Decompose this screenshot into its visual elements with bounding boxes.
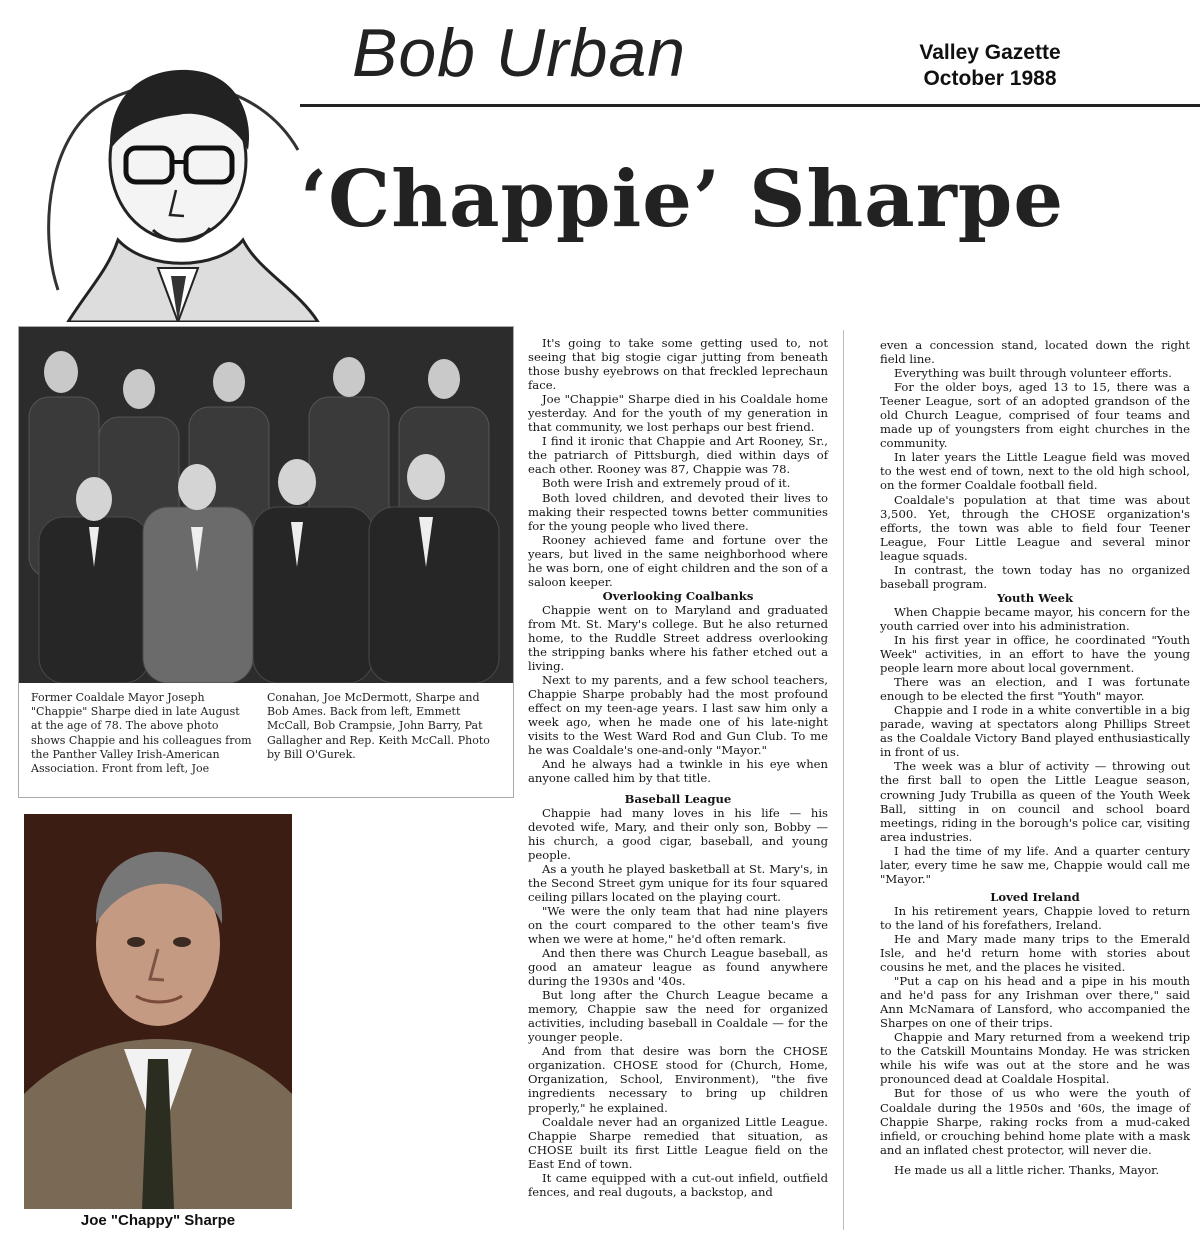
paragraph: As a youth he played basketball at St. Mary's, in the Second Street gym unique for its four squared ceiling pillars located on the playing court. [528,861,828,904]
paragraph: "Put a cap on his head and a pipe in his mouth and he'd pass for any Irishman over there," said Ann McNamara of Lansford, who accompanied the Sharpes on one of their trips. [880,974,1190,1031]
group-caption-left: Former Coaldale Mayor Joseph "Chappie" Sharpe died in late August at the age of 78. The above photo shows Chappie and his colleagues from the Panther Valley Irish-American Association. Front from left, Joe [31,691,252,776]
columnist-name: Bob Urban [352,15,687,91]
paragraph: He and Mary made many trips to the Emerald Isle, and he'd return home with stories about cousins he met, and the places he visited. [880,931,1190,975]
columnist-caricature [28,40,328,322]
paragraph: When Chappie became mayor, his concern for the youth carried over into his administration. [880,604,1190,633]
paragraph: Both loved children, and devoted their lives to making their respected towns better communities for the young people who lived there. [528,490,828,533]
paragraph: Chappie and Mary returned from a weekend trip to the Catskill Mountains Monday. He was stricken while his wife was out at the store and he was pronounced dead at Coaldale Hospital. [880,1030,1190,1087]
source-name: Valley Gazette [919,41,1061,64]
paragraph: The week was a blur of activity — throwing out the first ball to open the Little League season, crowning Judy Trubilla as queen of the Youth Week Ball, sitting in on council and school board meetings, riding in the borough's police car, visiting area industries. [880,759,1190,844]
portrait-photo [24,814,292,1209]
masthead [0,0,1200,322]
paragraph: In his retirement years, Chappie loved to return to the land of his forefathers, Ireland. [880,903,1190,932]
paragraph: For the older boys, aged 13 to 15, there was a Teener League, sort of an adopted grandson of the old Church League, comprised of four teams and made up of youngsters from eight churches in the community. [880,380,1190,451]
paragraph: Coaldale's population at that time was about 3,500. Yet, through the CHOSE organization's efforts, the town was able to field four Teener League, Four Little League and several minor league squads. [880,492,1190,563]
portrait-caption: Joe "Chappy" Sharpe [80,1212,236,1229]
paragraph: It's going to take some getting used to, not seeing that big stogie cigar jutting from beneath those bushy eyebrows on that freckled leprechaun face. [528,336,828,393]
paragraph: I had the time of my life. And a quarter century later, every time he saw me, Chappie would call me "Mayor." [880,843,1190,886]
paragraph: He made us all a little richer. Thanks, Mayor. [894,1162,1160,1177]
paragraph: Both were Irish and extremely proud of it. [542,476,791,491]
group-photo-panel [18,326,514,798]
paragraph: And then there was Church League baseball, as good an amateur league as found anywhere during the 1930s and '40s. [528,946,828,989]
paragraph: Chappie went on to Maryland and graduated from Mt. St. Mary's college. But he also returned home, to the Ruddle Street address overlooking the stripping banks where his father etched out a living. [528,602,828,674]
masthead-rule [300,104,1200,107]
paragraph: Coaldale never had an organized Little League. Chappie Sharpe remedied that situation, as CHOSE built its first Little League field on the East End of town. [528,1114,828,1171]
paragraph: There was an election, and I was fortunate enough to be elected the first "Youth" mayor. [880,675,1190,704]
paragraph: It came equipped with a cut-out infield, outfield fences, and real dugouts, a backstop, and [528,1170,828,1199]
paragraph: Next to my parents, and a few school teachers, Chappie Sharpe probably had the most profound effect on my teen-age years. I last saw him only a week ago, when he made one of his late-night visits to the West Ward Rod and Gun Club. To me he was Coaldale's one-and-only "Mayor." [528,673,828,758]
source-block [880,40,1100,92]
column-divider [843,330,844,1230]
paragraph: But for those of us who were the youth of Coaldale during the 1950s and '60s, the image of Chappie Sharpe, raking rocks from a mud-caked infield, or crouching behind home plate with a mask and an inflated chest protector, will never die. [880,1086,1190,1157]
paragraph: And from that desire was born the CHOSE organization. CHOSE stood for (Church, Home, Organization, School, Environment), "the five ingredients necessary to bring up children properly," he explained. [528,1044,828,1115]
source-date: October 1988 [923,67,1057,90]
paragraph: In his first year in office, he coordinated "Youth Week" activities, in an effort to have the young people learn more about local government. [880,632,1190,676]
paragraph: In contrast, the town today has no organized baseball program. [880,562,1190,591]
group-caption-right: Conahan, Joe McDermott, Sharpe and Bob Ames. Back from left, Emmett McCall, Bob Crampsie, John Barry, Pat Gallagher and Rep. Keith McCall. Photo by Bill O'Gurek. [267,691,490,761]
paragraph: I find it ironic that Chappie and Art Rooney, Sr., the patriarch of Pittsburgh, died within days of each other. Rooney was 87, Chappie was 78. [528,434,828,477]
headline: ‘Chappie’ Sharpe [300,154,1064,245]
subhead-baseball-league: Baseball League [624,791,732,806]
subhead-overlooking-coalbanks: Overlooking Coalbanks [602,588,754,603]
paragraph: Rooney achieved fame and fortune over the years, but lived in the same neighborhood where he was born, one of eight children and the son of a saloon keeper. [528,532,828,589]
paragraph: Joe "Chappie" Sharpe died in his Coaldale home yesterday. And for the youth of my generation in that community, we lost perhaps our best friend. [528,392,828,435]
group-photo [19,327,513,683]
paragraph: even a concession stand, located down the right field line. [880,338,1190,367]
paragraph: But long after the Church League became a memory, Chappie saw the need for organized activities, including baseball in Coaldale — for the younger people. [528,988,828,1045]
paragraph: And he always had a twinkle in his eye when anyone called him by that title. [528,757,828,786]
paragraph: Everything was built through volunteer efforts. [894,366,1172,381]
paragraph: "We were the only team that had nine players on the court compared to the other team's five when we were at home," he'd often remark. [528,903,828,946]
article-column-2 [880,338,1190,1177]
portrait-panel [18,808,298,1232]
paragraph: Chappie and I rode in a white convertible in a big parade, waving at spectators along Phillips Street as the Coaldale Victory Band played enthusiastically in front of us. [880,703,1190,760]
subhead-youth-week: Youth Week [996,590,1074,605]
paragraph: In later years the Little League field was moved to the west end of town, next to the old high school, on the former Coaldale football field. [880,450,1190,493]
subhead-loved-ireland: Loved Ireland [990,889,1080,904]
paragraph: Chappie had many loves in his life — his devoted wife, Mary, and their only son, Bobby — his church, a good cigar, baseball, and young people. [528,805,828,862]
article-column-1 [528,336,828,1199]
